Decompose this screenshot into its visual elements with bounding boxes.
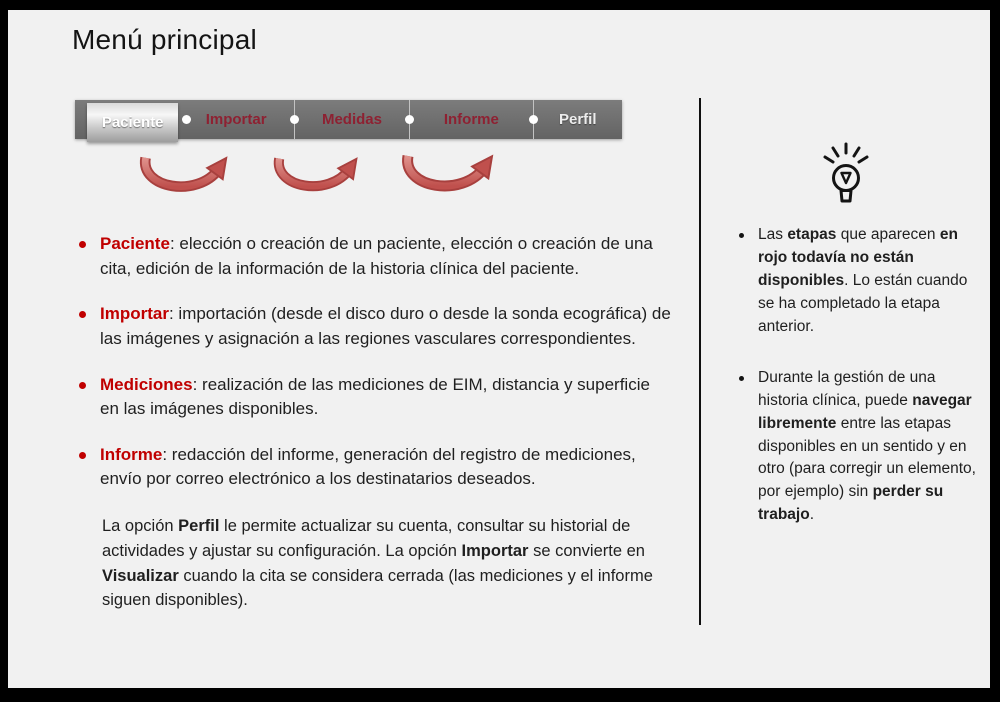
lightbulb-icon: [820, 142, 872, 210]
stage-description-list: [72, 232, 672, 613]
menu-tab-label: Informe: [443, 111, 499, 128]
flow-arrow-2: [270, 148, 362, 206]
flow-arrow-3: [396, 146, 500, 206]
list-item-importar: Importar: importación (desde el disco duro o desde la sonda ecográfica) de las imágenes y asignación a las regiones vasculares correspondientes.: [72, 302, 672, 351]
menu-tab-perfil[interactable]: [533, 100, 623, 139]
menu-separator-dot: [529, 115, 538, 124]
menu-separator-dot: [405, 115, 414, 124]
tips-panel: [735, 224, 977, 555]
menu-tab-label: Paciente: [101, 114, 164, 131]
list-item-paciente: Paciente: elección o creación de un paciente, elección o creación de una cita, edición de la información de la historia clínica del paciente.: [72, 232, 672, 281]
tip-item-free-navigation: Durante la gestión de una historia clínica, puede navegar libremente entre las etapas disponibles en un sentido y en otro (para corregir un elemento, por ejemplo) sin perder su trabajo.: [735, 367, 977, 528]
slide: [8, 10, 990, 688]
menu-tab-informe[interactable]: [409, 100, 532, 139]
menu-separator-dot: [182, 115, 191, 124]
menu-tab-label: Importar: [205, 111, 267, 128]
menu-tab-importar[interactable]: [178, 100, 293, 139]
flow-arrow-1: [136, 148, 232, 206]
main-menu-bar: [75, 100, 622, 139]
tip-item-stages-red: Las etapas que aparecen en rojo todavía no están disponibles. Lo están cuando se ha completado la etapa anterior.: [735, 224, 977, 339]
menu-tab-label: Perfil: [559, 111, 597, 128]
menu-tab-paciente[interactable]: [87, 103, 179, 142]
page-title: Menú principal: [72, 24, 257, 55]
vertical-divider: [699, 98, 701, 625]
menu-separator-dot: [290, 115, 299, 124]
profile-note: La opción Perfil le permite actualizar su cuenta, consultar su historial de actividades y ajustar su configuración. La opción Importar se convierte en Visualizar cuando la cita se considera cerrada (las mediciones y el informe siguen disponibles).: [102, 517, 653, 610]
list-item-mediciones: Mediciones: realización de las mediciones de EIM, distancia y superficie en las imágenes disponibles.: [72, 373, 672, 422]
menu-tab-label: Medidas: [321, 111, 382, 128]
list-item-informe: Informe: redacción del informe, generación del registro de mediciones, envío por correo electrónico a los destinatarios deseados.: [72, 443, 672, 492]
menu-tab-medidas[interactable]: [294, 100, 409, 139]
menu-bar-left-edge: [75, 100, 87, 139]
